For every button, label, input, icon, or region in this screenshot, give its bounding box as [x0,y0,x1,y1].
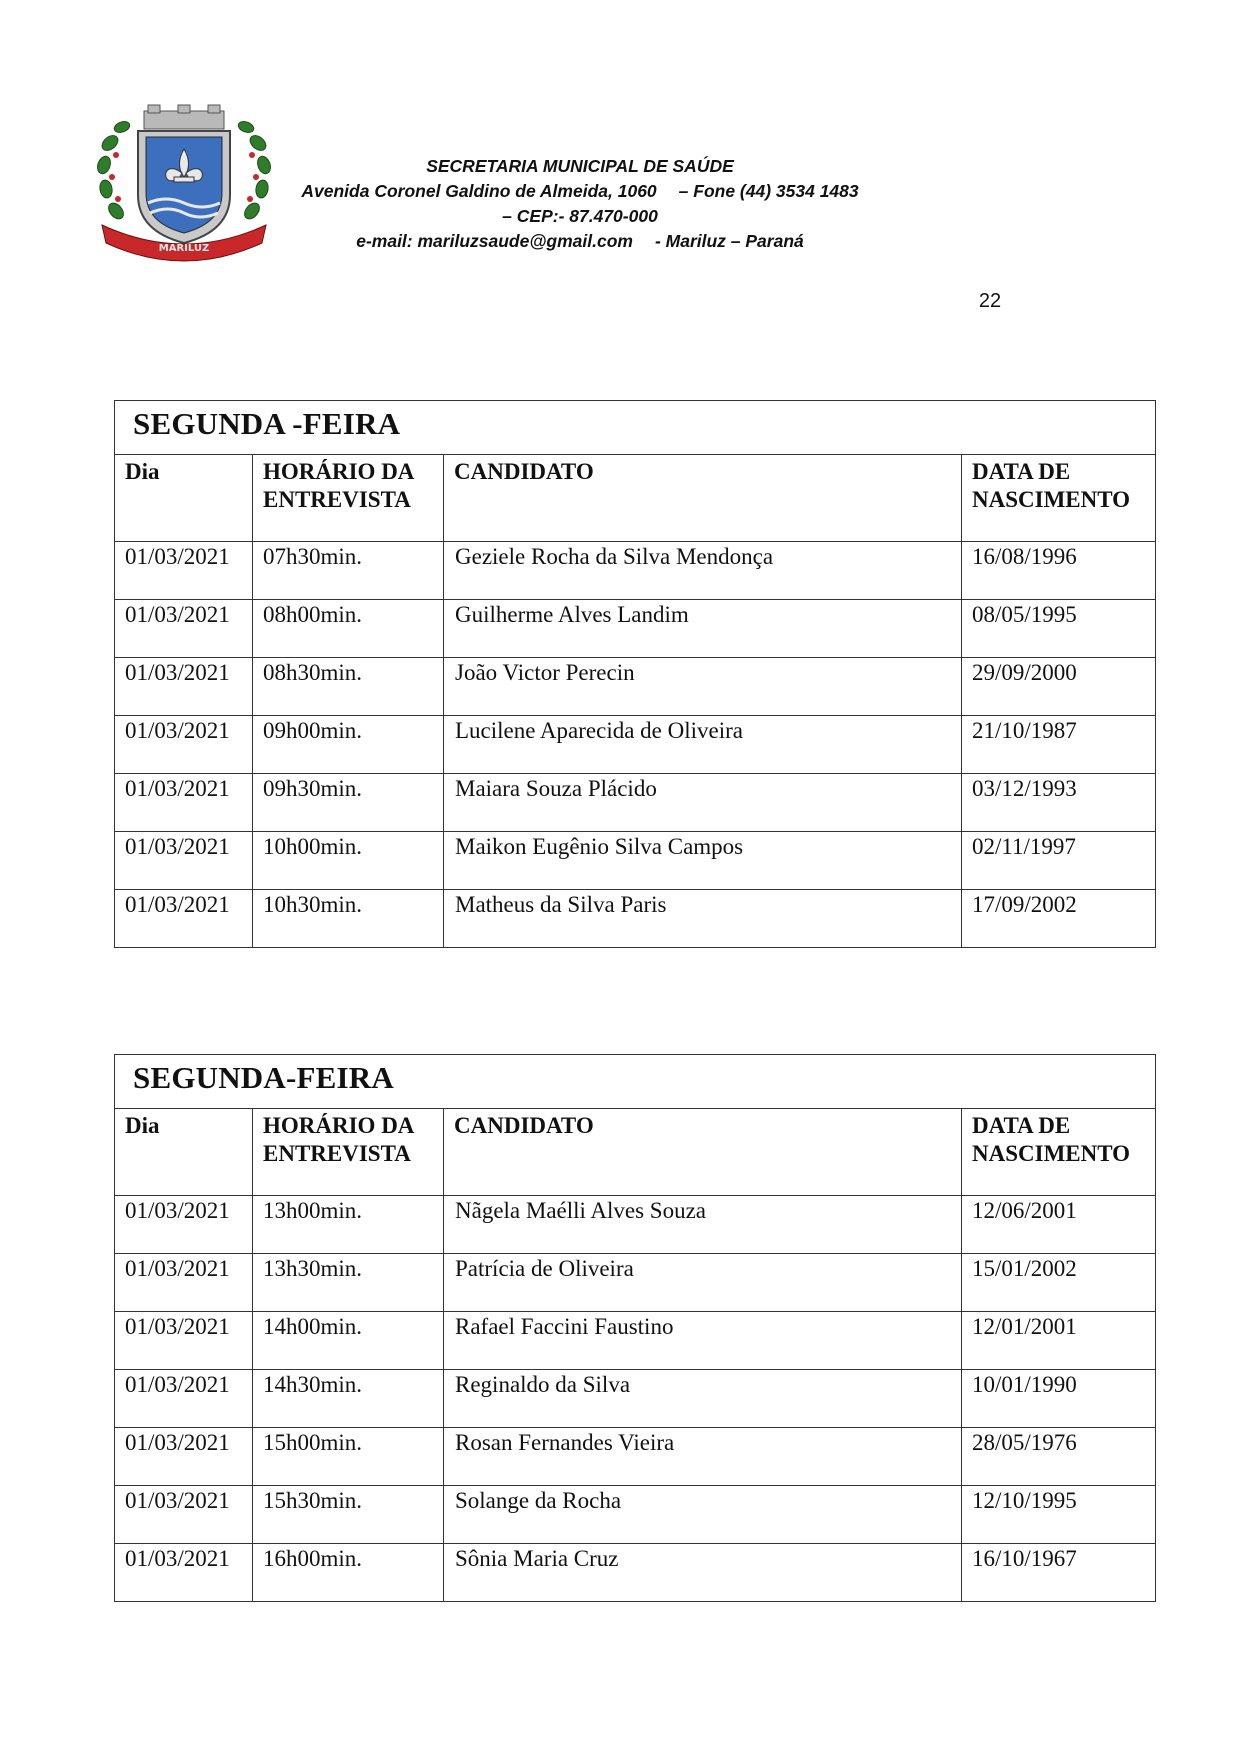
cell-horario: 10h30min. [253,890,444,948]
table-row [115,1196,1156,1254]
interview-schedule-table-morning [114,400,1156,948]
table-row [115,1428,1156,1486]
address: Avenida Coronel Galdino de Almeida, 1060 [301,181,657,201]
cell-data-nascimento: 12/06/2001 [962,1196,1156,1254]
page-number: 22 [978,290,1002,312]
cell-dia: 01/03/2021 [115,1544,253,1602]
logo-ribbon-text: MARILUZ [158,243,210,254]
cell-candidato: João Victor Perecin [444,658,962,716]
cell-dia: 01/03/2021 [115,1312,253,1370]
cell-candidato: Geziele Rocha da Silva Mendonça [444,542,962,600]
table-header-row [115,1109,1156,1196]
cell-candidato: Reginaldo da Silva [444,1370,962,1428]
cell-dia: 01/03/2021 [115,1428,253,1486]
cell-dia: 01/03/2021 [115,1370,253,1428]
cell-dia: 01/03/2021 [115,1486,253,1544]
cell-dia: 01/03/2021 [115,658,253,716]
table-title: SEGUNDA -FEIRA [133,406,401,441]
table-row [115,1312,1156,1370]
cell-dia: 01/03/2021 [115,600,253,658]
table-row [115,774,1156,832]
cell-candidato: Rafael Faccini Faustino [444,1312,962,1370]
cell-horario: 08h00min. [253,600,444,658]
table-row [115,832,1156,890]
cell-horario: 14h00min. [253,1312,444,1370]
column-header-data-nascimento: DATA DE NASCIMENTO [962,455,1156,542]
cell-horario: 09h30min. [253,774,444,832]
cell-data-nascimento: 08/05/1995 [962,600,1156,658]
cell-data-nascimento: 15/01/2002 [962,1254,1156,1312]
column-header-dia: Dia [115,1109,253,1196]
table-title-cell [115,401,1156,455]
cell-candidato: Rosan Fernandes Vieira [444,1428,962,1486]
table-row [115,716,1156,774]
cell-data-nascimento: 16/10/1967 [962,1544,1156,1602]
cell-dia: 01/03/2021 [115,716,253,774]
letterhead [280,154,880,254]
cell-dia: 01/03/2021 [115,890,253,948]
table-row [115,542,1156,600]
cell-candidato: Lucilene Aparecida de Oliveira [444,716,962,774]
table-row [115,658,1156,716]
table-header-row [115,455,1156,542]
contact-line [280,229,880,254]
cell-horario: 09h00min. [253,716,444,774]
cell-dia: 01/03/2021 [115,1196,253,1254]
column-header-data-nascimento: DATA DE NASCIMENTO [962,1109,1156,1196]
cell-data-nascimento: 29/09/2000 [962,658,1156,716]
department-name: SECRETARIA MUNICIPAL DE SAÚDE [426,156,734,176]
cell-horario: 15h00min. [253,1428,444,1486]
city: - Mariluz – Paraná [654,231,804,251]
table-body [115,1196,1156,1602]
email: e-mail: mariluzsaude@gmail.com [356,231,633,251]
cell-horario: 13h30min. [253,1254,444,1312]
cell-dia: 01/03/2021 [115,542,253,600]
cell-candidato: Maikon Eugênio Silva Campos [444,832,962,890]
cell-candidato: Sônia Maria Cruz [444,1544,962,1602]
column-header-candidato: CANDIDATO [444,1109,962,1196]
cell-candidato: Nãgela Maélli Alves Souza [444,1196,962,1254]
column-header-horario: HORÁRIO DA ENTREVISTA [253,1109,444,1196]
cell-candidato: Solange da Rocha [444,1486,962,1544]
cell-horario: 14h30min. [253,1370,444,1428]
cell-dia: 01/03/2021 [115,774,253,832]
table-row [115,1254,1156,1312]
cell-data-nascimento: 12/10/1995 [962,1486,1156,1544]
address-line [280,179,880,204]
cell-candidato: Maiara Souza Plácido [444,774,962,832]
cell-horario: 10h00min. [253,832,444,890]
table-row [115,1544,1156,1602]
table-title-cell [115,1055,1156,1109]
cep: – CEP:- 87.470-000 [502,206,658,226]
table-row [115,600,1156,658]
cell-data-nascimento: 02/11/1997 [962,832,1156,890]
table-row [115,1486,1156,1544]
cell-horario: 16h00min. [253,1544,444,1602]
coat-of-arms-logo [92,103,276,263]
column-header-horario: HORÁRIO DA ENTREVISTA [253,455,444,542]
table-row [115,1370,1156,1428]
cell-data-nascimento: 16/08/1996 [962,542,1156,600]
cell-data-nascimento: 28/05/1976 [962,1428,1156,1486]
phone: – Fone (44) 3534 1483 [678,181,859,201]
cell-dia: 01/03/2021 [115,1254,253,1312]
table-row [115,890,1156,948]
cell-data-nascimento: 03/12/1993 [962,774,1156,832]
cell-candidato: Matheus da Silva Paris [444,890,962,948]
cell-horario: 13h00min. [253,1196,444,1254]
cell-horario: 07h30min. [253,542,444,600]
cell-data-nascimento: 17/09/2002 [962,890,1156,948]
cell-data-nascimento: 10/01/1990 [962,1370,1156,1428]
cell-horario: 15h30min. [253,1486,444,1544]
interview-schedule-table-afternoon [114,1054,1156,1602]
cell-data-nascimento: 12/01/2001 [962,1312,1156,1370]
table-title: SEGUNDA-FEIRA [133,1060,394,1095]
cell-horario: 08h30min. [253,658,444,716]
cell-candidato: Guilherme Alves Landim [444,600,962,658]
cell-data-nascimento: 21/10/1987 [962,716,1156,774]
cell-candidato: Patrícia de Oliveira [444,1254,962,1312]
table-body [115,542,1156,948]
cell-dia: 01/03/2021 [115,832,253,890]
column-header-candidato: CANDIDATO [444,455,962,542]
column-header-dia: Dia [115,455,253,542]
